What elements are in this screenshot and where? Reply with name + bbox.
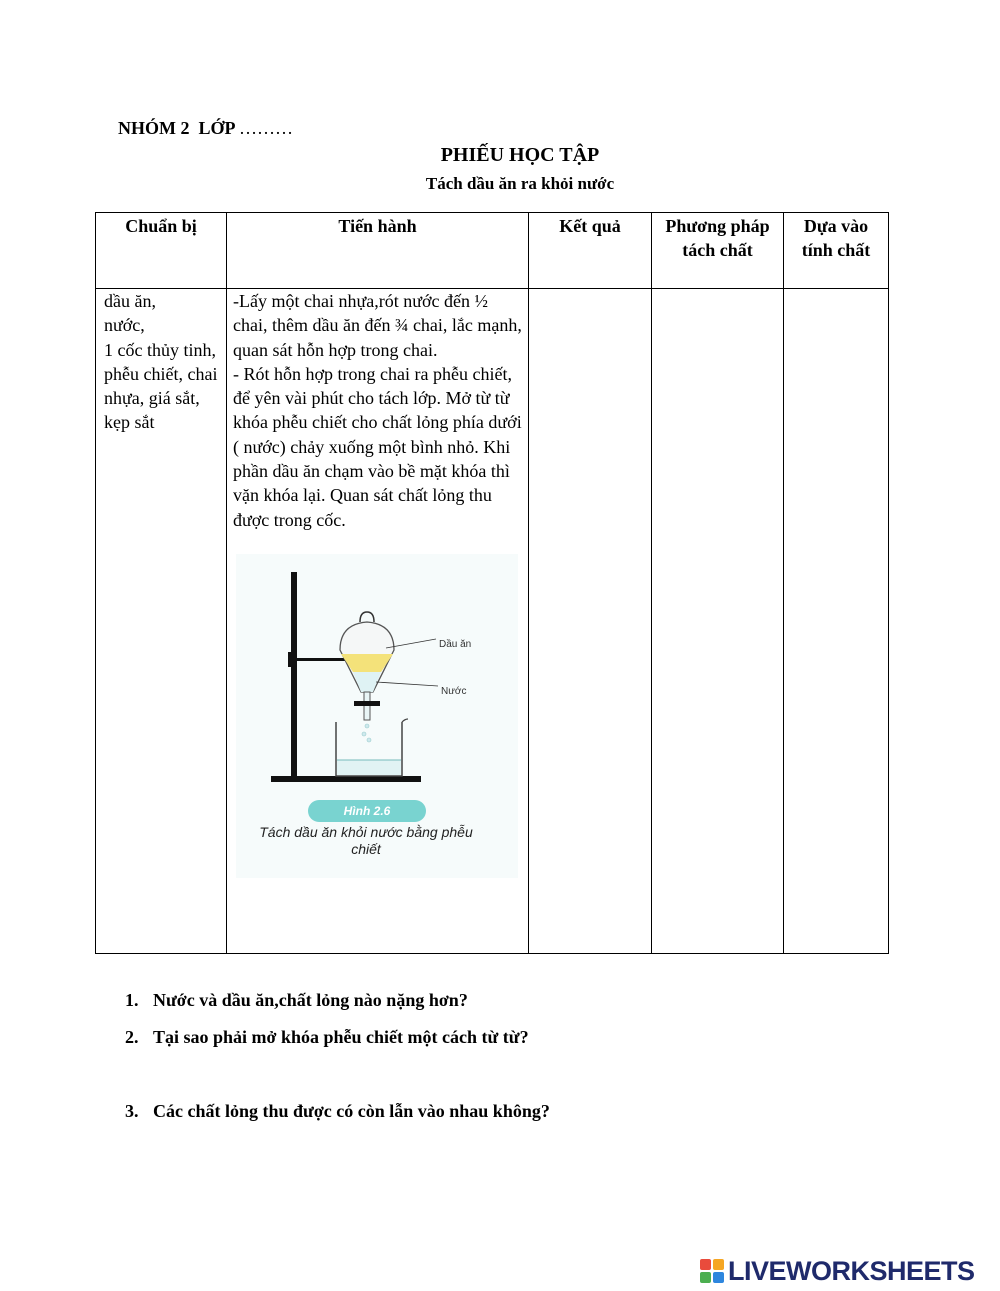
result-cell[interactable] [529, 289, 652, 954]
table-header-row [96, 213, 889, 289]
procedure-cell [227, 289, 529, 954]
question-number: 1. [125, 990, 139, 1010]
liveworksheets-logo[interactable] [700, 1256, 975, 1286]
question-number: 2. [125, 1027, 139, 1047]
header-property: Dựa vào tính chất [784, 213, 889, 289]
material-item: 1 cốc thủy tinh, phễu chiết, chai nhựa, giá sắt, kẹp sắt [104, 339, 218, 433]
question-item [125, 990, 468, 1011]
class-label: LỚP [198, 118, 235, 138]
property-cell[interactable] [784, 289, 889, 954]
separating-funnel-figure [236, 554, 518, 878]
procedure-step: -Lấy một chai nhựa,rót nước đến ½ chai, thêm dầu ăn đến ¾ chai, lắc mạnh, quan sát hỗn hợp trong chai. [233, 291, 522, 360]
class-blank: ……… [239, 118, 294, 138]
worksheet-table [95, 212, 889, 954]
logo-text: LIVEWORKSHEETS [728, 1255, 975, 1286]
logo-square [700, 1272, 711, 1283]
header-preparation: Chuẩn bị [96, 213, 227, 289]
question-text: Nước và dầu ăn,chất lỏng nào nặng hơn? [153, 990, 468, 1010]
logo-square [700, 1259, 711, 1270]
materials-cell [96, 289, 227, 954]
question-item [125, 1027, 529, 1048]
figure-label-water: Nước [441, 685, 467, 697]
separating-funnel-illustration [236, 554, 518, 794]
logo-squares-icon [700, 1259, 724, 1283]
header-procedure: Tiến hành [227, 213, 529, 289]
figure-badge: Hình 2.6 [308, 800, 426, 822]
method-cell[interactable] [652, 289, 784, 954]
page-subtitle: Tách dầu ăn ra khỏi nước [425, 174, 615, 193]
header-result: Kết quả [529, 213, 652, 289]
question-text: Tại sao phải mở khóa phễu chiết một cách từ từ? [153, 1027, 529, 1047]
logo-square [713, 1259, 724, 1270]
question-text: Các chất lỏng thu được có còn lẫn vào nhau không? [153, 1101, 550, 1121]
page-title: PHIẾU HỌC TẬP [440, 144, 600, 166]
material-item: nước, [104, 315, 145, 336]
material-item: dầu ăn, [104, 291, 156, 311]
table-row [96, 289, 889, 954]
question-number: 3. [125, 1101, 139, 1121]
group-class-header [118, 118, 293, 139]
logo-square [713, 1272, 724, 1283]
group-label: NHÓM 2 [118, 118, 190, 138]
header-method: Phương pháp tách chất [652, 213, 784, 289]
question-item [125, 1101, 550, 1122]
procedure-step: - Rót hỗn hợp trong chai ra phễu chiết, để yên vài phút cho tách lớp. Mở từ từ khóa phễu chiết cho chất lỏng phía dưới ( nước) chảy xuống một bình nhỏ. Khi phần dầu ăn chạm vào bề mặt khóa thì vặn khóa lại. Quan sát chất lỏng thu được trong cốc. [233, 363, 522, 530]
figure-caption: Tách dầu ăn khỏi nước bằng phễu chiết [259, 823, 473, 857]
figure-label-oil: Dầu ăn [439, 638, 472, 650]
